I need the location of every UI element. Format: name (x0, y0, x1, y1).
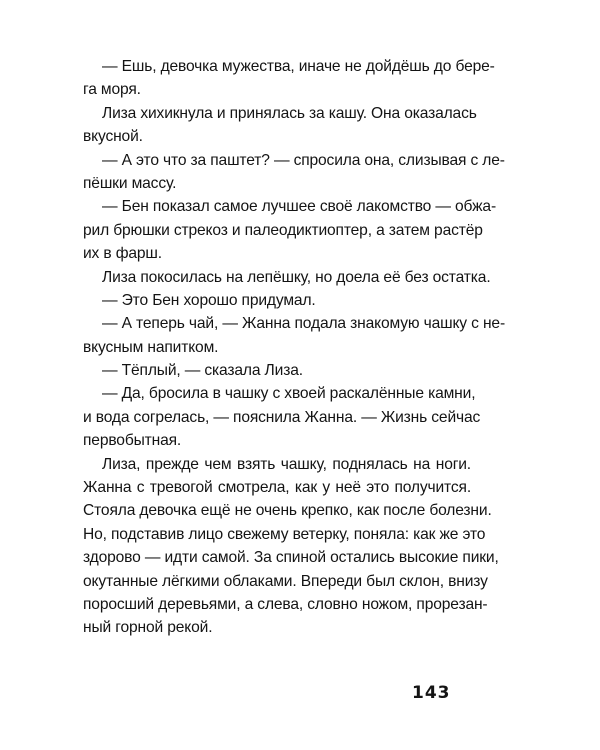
page-number: 143 (412, 683, 451, 703)
body-text (83, 55, 505, 640)
text-line: — Ешь, девочка мужества, иначе не дойдёшь до бере- (102, 58, 495, 75)
text-line: Стояла девочка ещё не очень крепко, как после болезни. (83, 502, 492, 520)
text-line: рил брюшки стрекоз и палеодиктиоптер, а затем растёр (83, 221, 483, 239)
text-line: Лиза, прежде чем взять чашку, поднялась на ноги. (102, 455, 471, 473)
text-line: вкусным напитком. (83, 338, 219, 356)
text-line: вкусной. (83, 128, 143, 146)
text-line: пёшки массу. (83, 174, 177, 192)
text-line: — Тёплый, — сказала Лиза. (102, 362, 303, 380)
text-line: первобытная. (83, 432, 182, 450)
text-line: Жанна с тревогой смотрела, как у неё это получится. (83, 479, 471, 497)
text-line: их в фарш. (83, 245, 162, 263)
text-line: окутанные лёгкими облаками. Впереди был склон, внизу (83, 572, 488, 590)
text-line: Но, подставив лицо свежему ветерку, поняла: как же это (83, 525, 486, 543)
text-line: — А теперь чай, — Жанна подала знакомую чашку с не- (102, 315, 505, 333)
text-line: — Бен показал самое лучшее своё лакомство — обжа- (102, 198, 496, 216)
text-line: — А это что за паштет? — спросила она, слизывая с ле- (102, 151, 505, 169)
text-line: — Это Бен хорошо придумал. (102, 291, 316, 309)
text-line: здорово — идти самой. За спиной остались высокие пики, (83, 549, 499, 567)
text-line: ный горной рекой. (83, 619, 213, 637)
text-line: и вода согрелась, — пояснила Жанна. — Жизнь сейчас (83, 408, 481, 426)
text-line: Лиза хихикнула и принялась за кашу. Она оказалась (102, 104, 477, 122)
text-line: — Да, бросила в чашку с хвоей раскалённые камни, (102, 385, 476, 403)
text-line: га моря. (83, 81, 141, 99)
text-line: Лиза покосилась на лепёшку, но доела её без остатка. (102, 268, 491, 286)
text-line: поросший деревьями, а слева, словно ножом, прорезан- (83, 595, 488, 613)
